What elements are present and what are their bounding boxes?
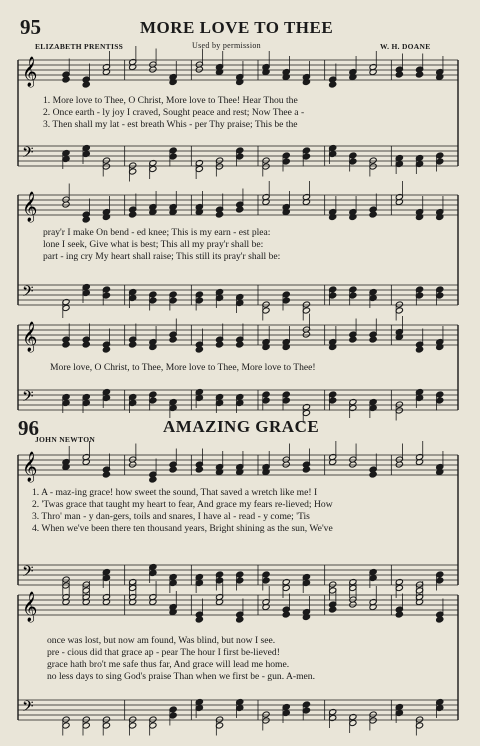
author-credit: JOHN NEWTON [35,435,96,444]
lyric-line: 2. Once earth - ly joy I craved, Sought peace and rest; Now Thee a - [43,107,305,118]
bass-clef-icon: 𝄢 [22,144,34,165]
lyric-line: 1. More love to Thee, O Christ, More love to Thee! Hear Thou the [43,95,298,106]
lyric-line: no less days to sing God's praise Than when we first be - gun. A-men. [47,671,316,682]
verse-block [32,488,333,536]
hymn-title: MORE LOVE TO THEE [140,18,334,37]
lyric-line: part - ing cry My heart shall raise; This still its pray'r shall be: [43,251,281,262]
treble-clef-icon: 𝄞 [22,322,38,352]
treble-clef-icon: 𝄞 [22,57,38,87]
lyric-line: 3. Thro' man - y dan-gers, toils and snares, I have al - read - y come; 'Tis [32,511,310,522]
hymn-title: AMAZING GRACE [163,417,320,436]
lyric-line: More love, O Christ, to Thee, More love to Thee, More love to Thee! [50,362,316,373]
verse-block [43,96,304,132]
hymn-number: 96 [18,416,39,440]
hymn-number: 95 [20,15,41,39]
verse-block [43,228,280,264]
lyric-line: once was lost, but now am found, Was blind, but now I see. [47,635,276,646]
lyric-line: grace hath bro't me safe thus far, And grace will lead me home. [47,659,290,670]
permission-note: Used by permission [192,41,261,50]
bass-clef-icon: 𝄢 [22,283,34,304]
bass-clef-icon: 𝄢 [22,388,34,409]
bass-clef-icon: 𝄢 [22,563,34,584]
composer-credit: W. H. DOANE [380,42,431,51]
lyric-line: pre - cious did that grace ap - pear The hour I first be-lieved! [47,647,280,658]
lyric-line: 1. A - maz-ing grace! how sweet the sound, That saved a wretch like me! I [32,487,318,498]
treble-clef-icon: 𝄞 [22,452,38,482]
author-credit: ELIZABETH PRENTISS [35,42,124,51]
treble-clef-icon: 𝄞 [22,592,38,622]
treble-clef-icon: 𝄞 [22,192,38,222]
bass-clef-icon: 𝄢 [22,698,34,719]
lyric-line: 3. Then shall my lat - est breath Whis - per Thy praise; This be the [43,119,298,130]
verse-block [47,636,315,684]
lyric-line: pray'r I make On bend - ed knee; This is my earn - est plea: [43,227,271,238]
verse-block [50,363,316,373]
lyric-line: lone I seek, Give what is best; This all my pray'r shall be: [43,239,264,250]
lyric-line: 2. 'Twas grace that taught my heart to fear, And grace my fears re-lieved; How [32,499,333,510]
lyric-line: 4. When we've been there ten thousand years, Bright shining as the sun, We've [32,523,333,534]
